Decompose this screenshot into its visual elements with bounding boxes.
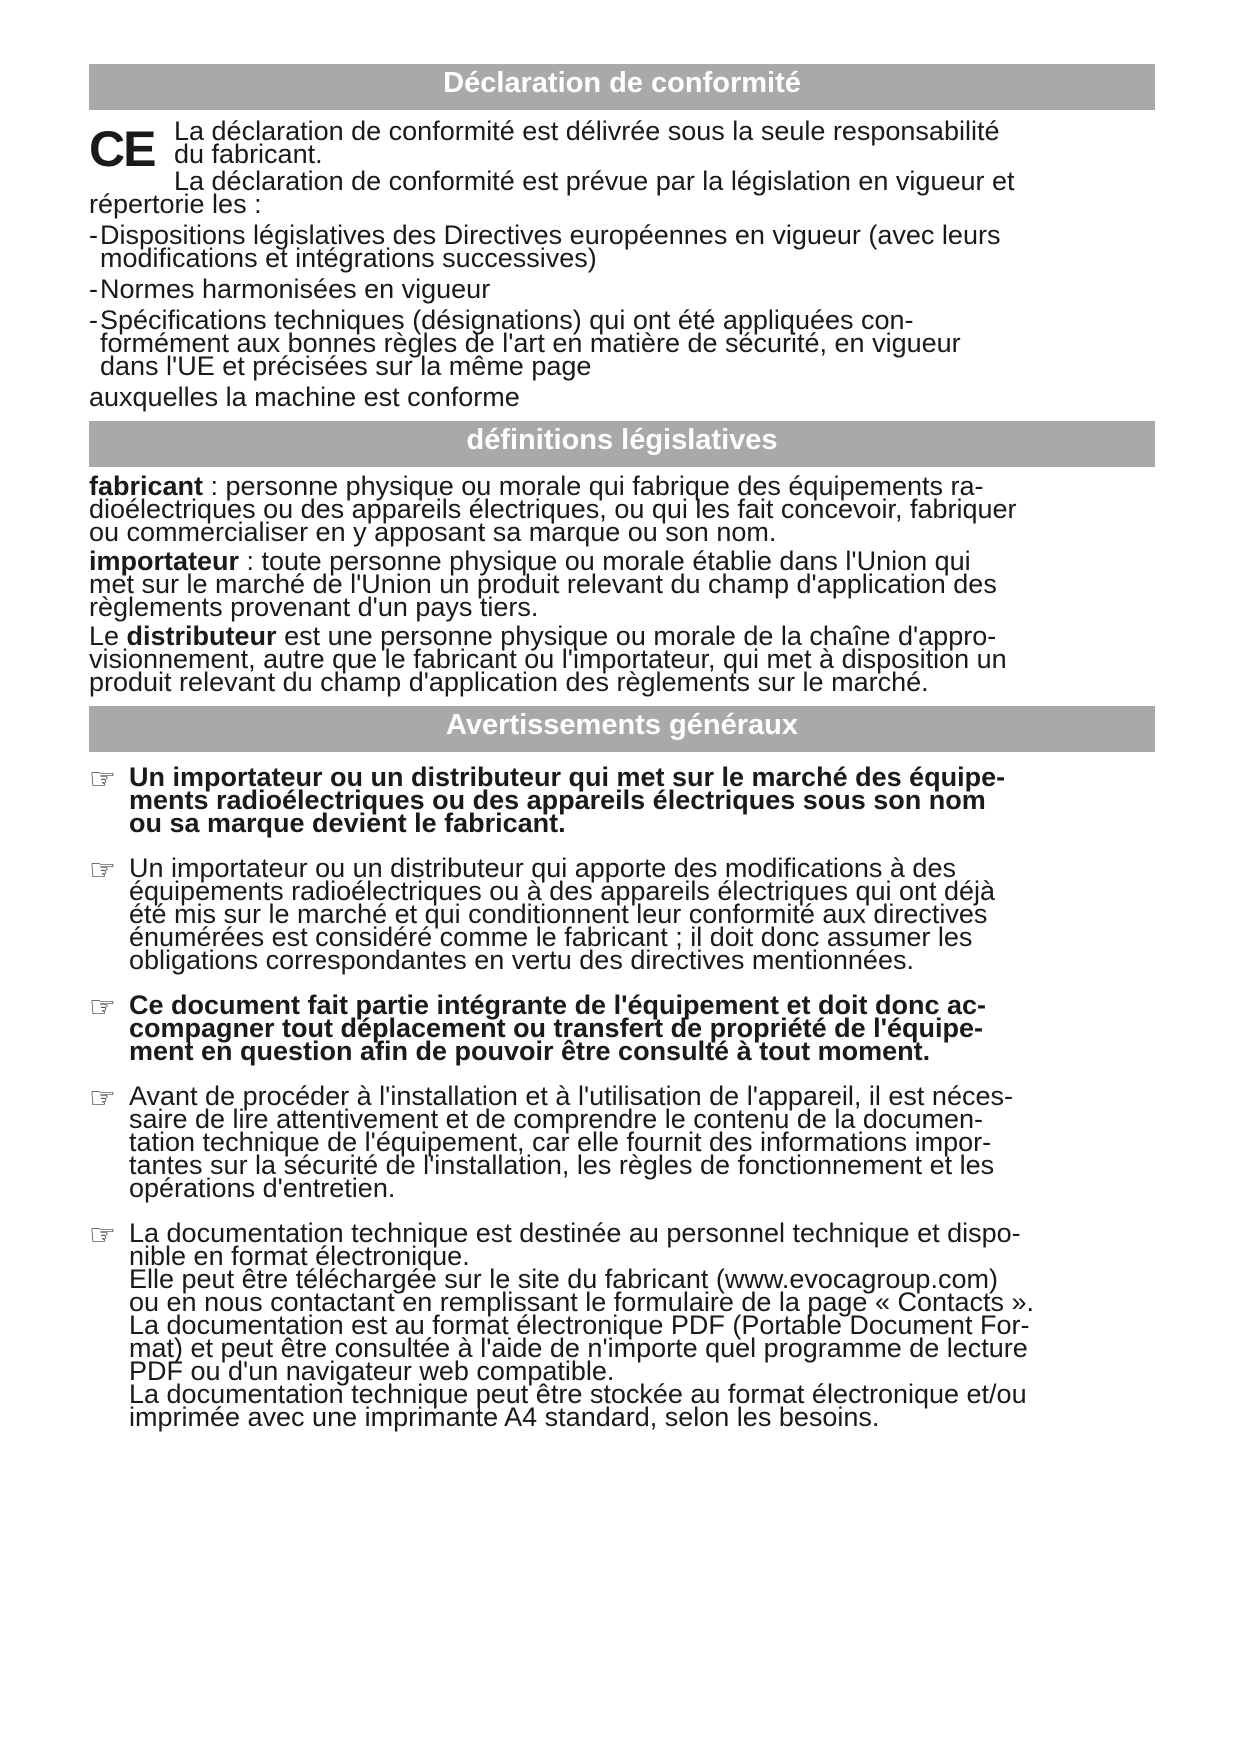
declaration-line: La déclaration de conformité est prévue par la législation en vigueur et bbox=[174, 166, 1015, 196]
term-importateur: importateur bbox=[89, 546, 240, 576]
definition-text: met sur le marché de l'Union un produit relevant du champ d'application des bbox=[89, 569, 997, 599]
warning-line: tantes sur la sécurité de l'installation, les règles de fonctionnement et les bbox=[129, 1150, 995, 1180]
list-item-line: modifications et intégrations successives) bbox=[100, 243, 597, 273]
declaration-list-item: - Dispositions législatives des Directives européennes en vigueur (avec leurs modifications et intégrations successives) bbox=[89, 224, 1155, 270]
warning-item bbox=[89, 762, 1155, 838]
declaration-list-item: - Spécifications techniques (désignations) qui ont été appliquées con- formément aux bonnes règles de l'art en matière de sécurité, en vigueur dans l'UE et précisées sur la même page bbox=[89, 309, 1155, 378]
warning-item bbox=[89, 1081, 1155, 1203]
pointing-hand-icon: ☞ bbox=[89, 1218, 116, 1253]
list-item-line: dans l'UE et précisées sur la même page bbox=[100, 351, 592, 381]
list-item-line: Normes harmonisées en vigueur bbox=[100, 274, 491, 304]
term-distributeur: distributeur bbox=[126, 621, 277, 651]
definition-text: règlements provenant d'un pays tiers. bbox=[89, 592, 539, 622]
definition-text: : personne physique ou morale qui fabrique des équipements ra- bbox=[203, 471, 984, 501]
declaration-line: répertorie les : bbox=[89, 189, 262, 219]
definition-text: Le bbox=[89, 621, 127, 651]
warning-line: ments radioélectriques ou des appareils électriques sous son nom bbox=[129, 785, 986, 815]
list-item-line: Dispositions législatives des Directives européennes en vigueur (avec leurs bbox=[100, 220, 1001, 250]
pointing-hand-icon: ☞ bbox=[89, 990, 116, 1025]
definition-text: est une personne physique ou morale de la chaîne d'appro- bbox=[276, 621, 997, 651]
warning-item bbox=[89, 1218, 1155, 1432]
warning-line: La documentation est au format électronique PDF (Portable Document For- bbox=[129, 1310, 1030, 1340]
section-header-definitions: définitions législatives bbox=[89, 421, 1155, 467]
warning-line: La documentation technique est destinée au personnel technique et dispo- bbox=[129, 1218, 1021, 1248]
warning-line: Un importateur ou un distributeur qui apporte des modifications à des bbox=[129, 853, 956, 883]
section-header-declaration: Déclaration de conformité bbox=[89, 64, 1155, 110]
warning-line: saire de lire attentivement et de comprendre le contenu de la documen- bbox=[129, 1104, 983, 1134]
warning-line: mat) et peut être consultée à l'aide de n'importe quel programme de lecture bbox=[129, 1333, 1028, 1363]
document-content bbox=[89, 64, 1155, 1432]
pointing-hand-icon: ☞ bbox=[89, 762, 116, 797]
declaration-list-item: - Normes harmonisées en vigueur bbox=[89, 278, 1155, 301]
warning-line: nible en format électronique. bbox=[129, 1241, 470, 1271]
declaration-line: La déclaration de conformité est délivrée sous la seule responsabilité bbox=[174, 116, 1000, 146]
warning-line: Ce document fait partie intégrante de l'équipement et doit donc ac- bbox=[129, 990, 987, 1020]
warning-line: Avant de procéder à l'installation et à l'utilisation de l'appareil, il est néces- bbox=[129, 1081, 1013, 1111]
list-item-line: Spécifications techniques (désignations) qui ont été appliquées con- bbox=[100, 305, 914, 335]
warning-line: PDF ou d'un navigateur web compatible. bbox=[129, 1356, 615, 1386]
definition-text: ou commercialiser en y apposant sa marque ou son nom. bbox=[89, 517, 777, 547]
warning-line: Elle peut être téléchargée sur le site du fabricant (www.evocagroup.com) bbox=[129, 1264, 998, 1294]
warning-line: été mis sur le marché et qui conditionnent leur conformité aux directives bbox=[129, 899, 988, 929]
definition-fabricant bbox=[89, 471, 1155, 547]
warning-line: équipements radioélectriques ou à des appareils électriques qui ont déjà bbox=[129, 876, 996, 906]
warning-line: obligations correspondantes en vertu des directives mentionnées. bbox=[129, 945, 914, 975]
list-item-line: formément aux bonnes règles de l'art en matière de sécurité, en vigueur bbox=[100, 328, 961, 358]
pointing-hand-icon: ☞ bbox=[89, 853, 116, 888]
definition-text: dioélectriques ou des appareils électriques, ou qui les fait concevoir, fabriquer bbox=[89, 494, 1017, 524]
definition-text: : toute personne physique ou morale établie dans l'Union qui bbox=[239, 546, 971, 576]
definition-distributeur bbox=[89, 621, 1155, 697]
definition-text: produit relevant du champ d'application des règlements sur le marché. bbox=[89, 667, 929, 697]
warning-line: ou en nous contactant en remplissant le formulaire de la page « Contacts ». bbox=[129, 1287, 1035, 1317]
declaration-closing: auxquelles la machine est conforme bbox=[89, 382, 520, 412]
warning-item bbox=[89, 853, 1155, 975]
pointing-hand-icon: ☞ bbox=[89, 1081, 116, 1116]
warning-line: ment en question afin de pouvoir être consulté à tout moment. bbox=[129, 1036, 931, 1066]
warning-line: opérations d'entretien. bbox=[129, 1173, 396, 1203]
term-fabricant: fabricant bbox=[89, 471, 204, 501]
warning-line: compagner tout déplacement ou transfert de propriété de l'équipe- bbox=[129, 1013, 984, 1043]
warning-line: La documentation technique peut être stockée au format électronique et/ou bbox=[129, 1379, 1027, 1409]
warning-line: tation technique de l'équipement, car elle fournit des informations impor- bbox=[129, 1127, 992, 1157]
warning-line: ou sa marque devient le fabricant. bbox=[129, 808, 566, 838]
section-header-warnings: Avertissements généraux bbox=[89, 706, 1155, 752]
warning-line: imprimée avec une imprimante A4 standard, selon les besoins. bbox=[129, 1402, 880, 1432]
declaration-intro bbox=[89, 116, 1155, 196]
warning-line: énumérées est considéré comme le fabricant ; il doit donc assumer les bbox=[129, 922, 973, 952]
declaration-line: du fabricant. bbox=[174, 139, 323, 169]
warning-item bbox=[89, 990, 1155, 1066]
warning-line: Un importateur ou un distributeur qui met sur le marché des équipe- bbox=[129, 762, 1006, 792]
definition-importateur bbox=[89, 546, 1155, 622]
ce-mark-icon: CE bbox=[89, 121, 155, 177]
definition-text: visionnement, autre que le fabricant ou l'importateur, qui met à disposition un bbox=[89, 644, 1007, 674]
